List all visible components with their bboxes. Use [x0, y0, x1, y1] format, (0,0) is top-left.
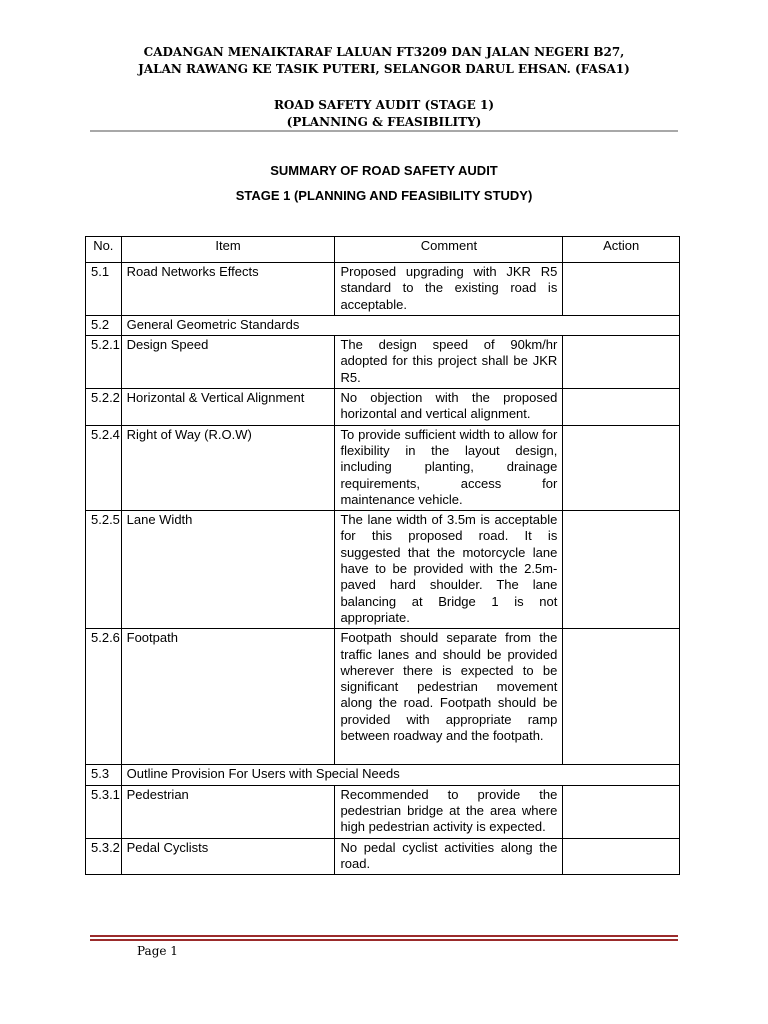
footer-divider — [90, 935, 678, 937]
row-item: Pedal Cyclists — [121, 838, 335, 875]
row-comment: To provide sufficient width to allow for flexibility in the layout design, including planting, drainage requirements, access for maintenance vehicle. — [335, 425, 563, 510]
column-header-action: Action — [563, 237, 680, 263]
summary-title: SUMMARY OF ROAD SAFETY AUDIT — [270, 163, 498, 178]
table-row — [86, 511, 680, 629]
footer-divider-secondary — [90, 939, 678, 941]
section-no: 5.2 — [86, 315, 122, 335]
row-comment: No objection with the proposed horizontal and vertical alignment. — [335, 389, 563, 426]
row-no: 5.3.1 — [86, 785, 122, 838]
column-header-item: Item — [121, 237, 335, 263]
row-action — [563, 336, 680, 389]
section-title: Outline Provision For Users with Special Needs — [121, 765, 679, 785]
table-row — [86, 629, 680, 765]
row-item: Pedestrian — [121, 785, 335, 838]
section-row — [86, 315, 680, 335]
row-no: 5.2.2 — [86, 389, 122, 426]
row-comment: Proposed upgrading with JKR R5 standard to the existing road is acceptable. — [335, 263, 563, 316]
header-divider — [90, 130, 678, 132]
table-row — [86, 425, 680, 510]
row-no: 5.2.4 — [86, 425, 122, 510]
page-number: Page 1 — [137, 944, 178, 958]
row-no: 5.2.6 — [86, 629, 122, 765]
table-row — [86, 785, 680, 838]
row-no: 5.1 — [86, 263, 122, 316]
row-comment: No pedal cyclist activities along the road. — [335, 838, 563, 875]
section-row — [86, 765, 680, 785]
row-item: Design Speed — [121, 336, 335, 389]
row-comment: Footpath should separate from the traffic lanes and should be provided wherever there is expected to be significant pedestrian movement along the road. Footpath should be provided with appropriate ramp between roadway and the footpath. — [335, 629, 563, 765]
row-item: Footpath — [121, 629, 335, 765]
table-header-row — [86, 237, 680, 263]
column-header-no: No. — [86, 237, 122, 263]
row-comment: The lane width of 3.5m is acceptable for this proposed road. It is suggested that the motorcycle lane have to be provided with the 2.5m-paved hard shoulder. The lane balancing at Bridge 1 is not appropriate. — [335, 511, 563, 629]
row-comment: The design speed of 90km/hr adopted for this project shall be JKR R5. — [335, 336, 563, 389]
row-item: Lane Width — [121, 511, 335, 629]
summary-stage: STAGE 1 (PLANNING AND FEASIBILITY STUDY) — [235, 188, 533, 203]
document-subtitle-line-2: (PLANNING & FEASIBILITY) — [286, 115, 482, 129]
table-row — [86, 838, 680, 875]
row-action — [563, 263, 680, 316]
section-title: General Geometric Standards — [121, 315, 679, 335]
row-action — [563, 511, 680, 629]
section-no: 5.3 — [86, 765, 122, 785]
row-action — [563, 838, 680, 875]
document-title-line-1: CADANGAN MENAIKTARAF LALUAN FT3209 DAN JALAN NEGERI B27, — [143, 45, 625, 59]
row-no: 5.2.5 — [86, 511, 122, 629]
row-action — [563, 389, 680, 426]
row-no: 5.2.1 — [86, 336, 122, 389]
row-comment: Recommended to provide the pedestrian bridge at the area where high pedestrian activity is expected. — [335, 785, 563, 838]
row-action — [563, 785, 680, 838]
row-item: Road Networks Effects — [121, 263, 335, 316]
row-item: Horizontal & Vertical Alignment — [121, 389, 335, 426]
row-action — [563, 425, 680, 510]
audit-table — [85, 236, 680, 875]
document-title — [0, 44, 768, 78]
document-subtitle-line-1: ROAD SAFETY AUDIT (STAGE 1) — [273, 98, 495, 112]
document-title-line-2: JALAN RAWANG KE TASIK PUTERI, SELANGOR DARUL EHSAN. (FASA1) — [138, 62, 630, 76]
row-no: 5.3.2 — [86, 838, 122, 875]
column-header-comment: Comment — [335, 237, 563, 263]
table-row — [86, 263, 680, 316]
row-item: Right of Way (R.O.W) — [121, 425, 335, 510]
document-subtitle — [0, 97, 768, 131]
table-row — [86, 336, 680, 389]
row-action — [563, 629, 680, 765]
table-row — [86, 389, 680, 426]
